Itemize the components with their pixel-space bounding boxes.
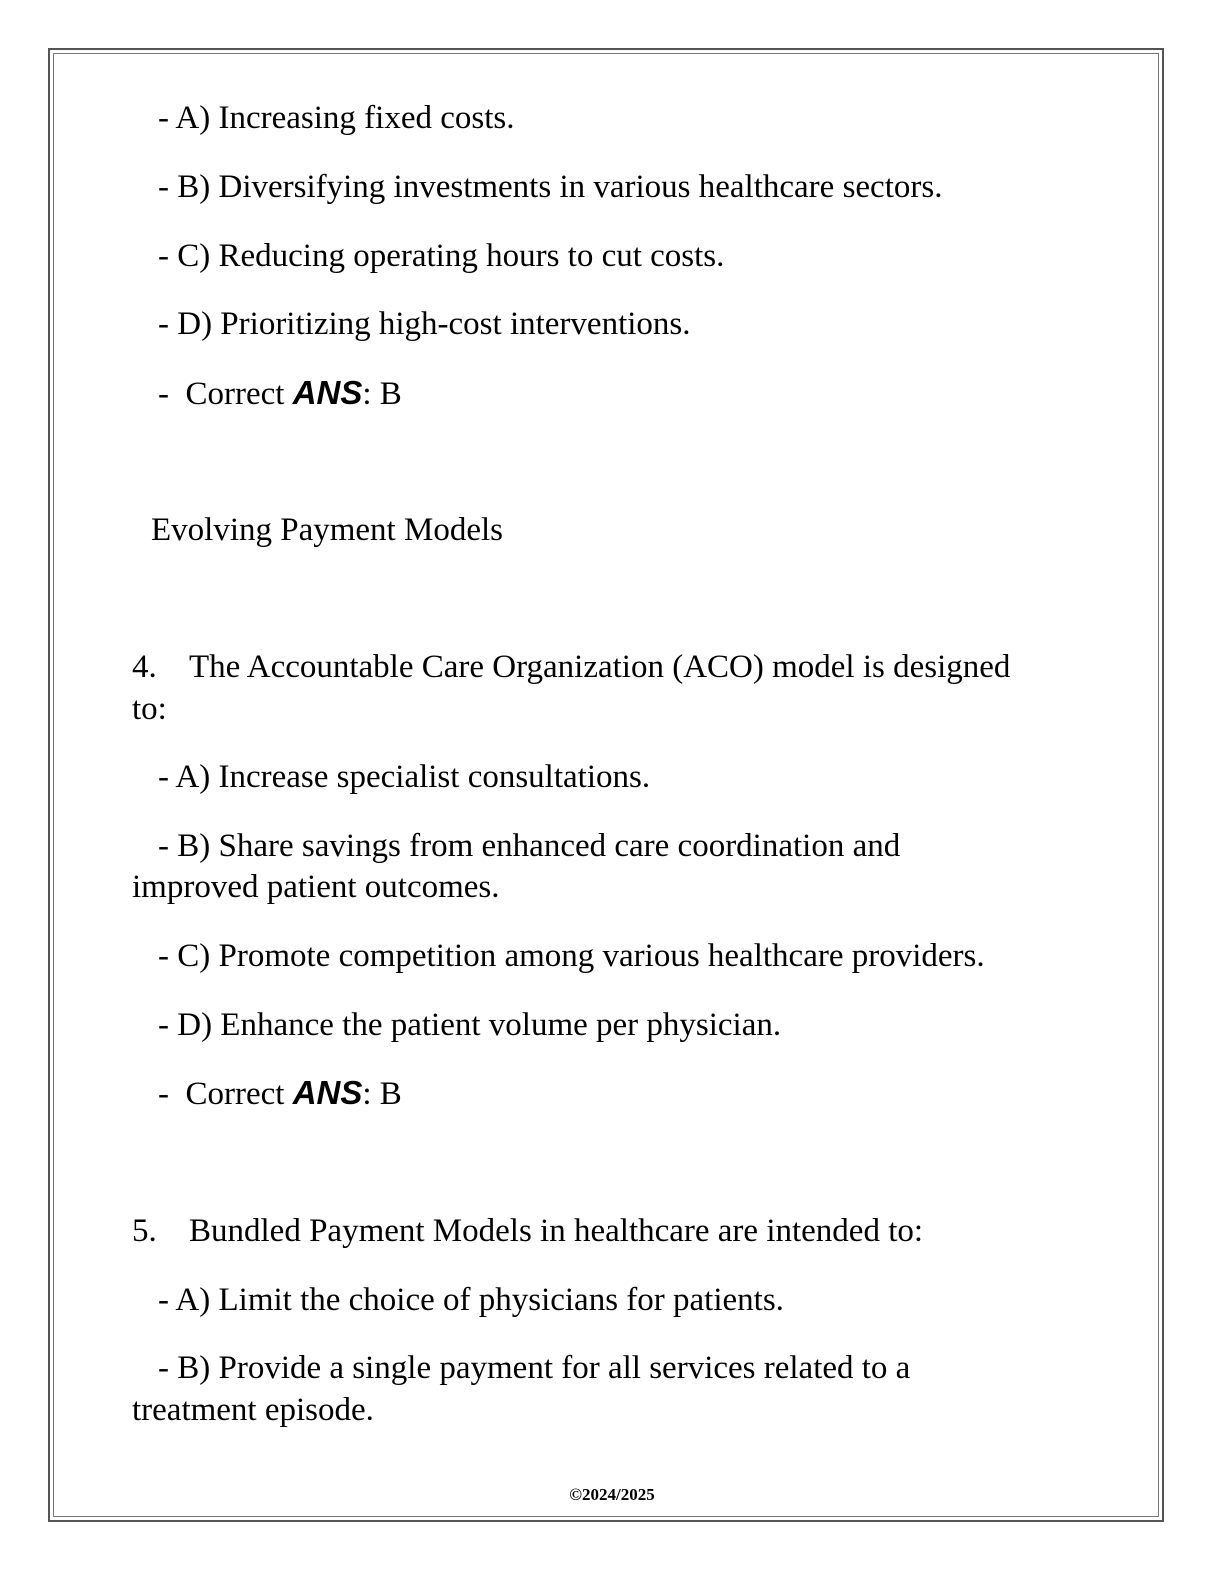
q5-option-a: - A) Limit the choice of physicians for patients. <box>158 1282 784 1318</box>
ans-label: ANS <box>292 374 363 411</box>
q3-correct-answer <box>158 372 402 415</box>
answer-value: : B <box>362 376 402 412</box>
q4-option-d: - D) Enhance the patient volume per physician. <box>158 1007 782 1043</box>
q4-number: 4. <box>132 649 157 685</box>
answer-value: : B <box>362 1076 402 1112</box>
q3-option-b: - B) Diversifying investments in various healthcare sectors. <box>158 169 943 205</box>
q4-correct-answer <box>158 1072 402 1115</box>
q4-option-b-line1: - B) Share savings from enhanced care coordination and <box>158 828 901 864</box>
q5-stem: Bundled Payment Models in healthcare are intended to: <box>189 1213 924 1249</box>
q5-option-b-line1: - B) Provide a single payment for all services related to a <box>158 1350 911 1386</box>
section-heading: Evolving Payment Models <box>151 512 503 548</box>
q4-option-c: - C) Promote competition among various healthcare providers. <box>158 938 985 974</box>
answer-prefix: - Correct <box>158 376 293 412</box>
q4-option-a: - A) Increase specialist consultations. <box>158 759 651 795</box>
q4-stem-line2: to: <box>132 691 167 727</box>
q5-number: 5. <box>132 1213 157 1249</box>
q3-option-d: - D) Prioritizing high-cost interventions. <box>158 306 691 342</box>
answer-prefix: - Correct <box>158 1076 293 1112</box>
q4-stem-line1: The Accountable Care Organization (ACO) model is designed <box>189 649 1011 685</box>
q3-option-a: - A) Increasing fixed costs. <box>158 100 515 136</box>
ans-label: ANS <box>292 1074 363 1111</box>
copyright-footer: ©2024/2025 <box>569 1485 655 1504</box>
q3-option-c: - C) Reducing operating hours to cut costs. <box>158 238 725 274</box>
q5-option-b-line2: treatment episode. <box>132 1392 374 1428</box>
q4-option-b-line2: improved patient outcomes. <box>132 869 500 905</box>
